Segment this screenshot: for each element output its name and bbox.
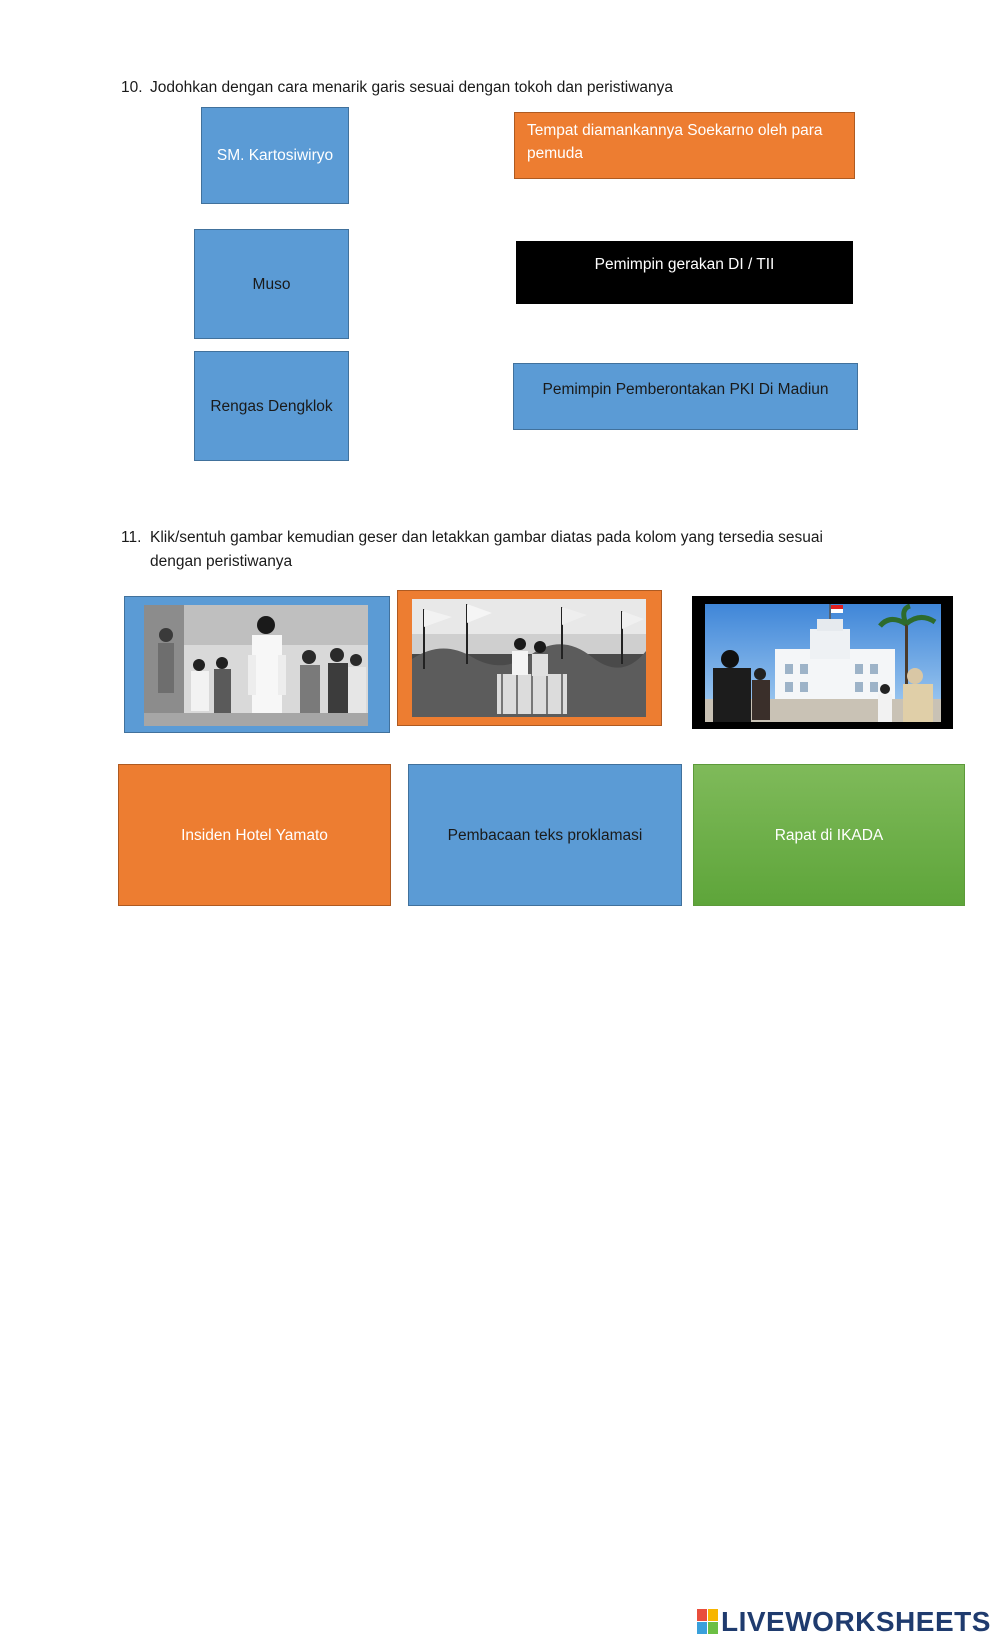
liveworksheets-logo (697, 1606, 991, 1638)
liveworksheets-logo-icon (697, 1609, 719, 1635)
drop-box-label: Rapat di IKADA (774, 826, 884, 844)
question-text: Jodohkan dengan cara menarik garis sesuai dengan tokoh dan peristiwanya (150, 79, 674, 96)
question-11 (121, 526, 961, 576)
match-target-pki-madiun-description[interactable] (513, 363, 858, 430)
proclamation-photo[interactable] (124, 596, 390, 733)
question-10 (121, 76, 921, 100)
question-text-line-2: dengan peristiwanya (150, 553, 293, 570)
proclamation-photo-image (144, 605, 368, 726)
drop-box-label: Insiden Hotel Yamato (181, 826, 328, 844)
ikada-rally-photo[interactable] (397, 590, 662, 726)
ikada-rally-photo-image (412, 599, 646, 717)
match-target-rengasdengklok-description[interactable] (514, 112, 855, 179)
match-target-label: Pemimpin gerakan DI / TII (594, 256, 775, 273)
match-item-rengas-dengklok[interactable] (194, 351, 349, 461)
question-number: 11. (121, 529, 142, 546)
match-target-label: Pemimpin Pemberontakan PKI Di Madiun (542, 381, 829, 398)
hotel-yamato-photo[interactable] (692, 596, 953, 729)
question-number: 10. (121, 79, 143, 96)
drop-box-ikada[interactable] (693, 764, 965, 906)
drop-box-label: Pembacaan teks proklamasi (447, 826, 643, 844)
match-item-label: Muso (252, 275, 291, 293)
match-item-muso[interactable] (194, 229, 349, 339)
match-target-di-tii-description[interactable] (516, 241, 853, 304)
match-target-label: Tempat diamankannya Soekarno oleh para pemuda (527, 122, 823, 162)
match-item-kartosiwiryo[interactable] (201, 107, 349, 204)
match-item-label: Rengas Dengklok (210, 397, 333, 415)
drop-box-hotel-yamato[interactable] (118, 764, 391, 906)
question-text-line-1: Klik/sentuh gambar kemudian geser dan letakkan gambar diatas pada kolom yang tersedia sesuai (150, 529, 823, 546)
hotel-yamato-photo-image (705, 604, 941, 722)
match-item-label: SM. Kartosiwiryo (216, 147, 334, 164)
drop-box-proklamasi[interactable] (408, 764, 682, 906)
liveworksheets-logo-text: LIVEWORKSHEETS (721, 1606, 991, 1637)
